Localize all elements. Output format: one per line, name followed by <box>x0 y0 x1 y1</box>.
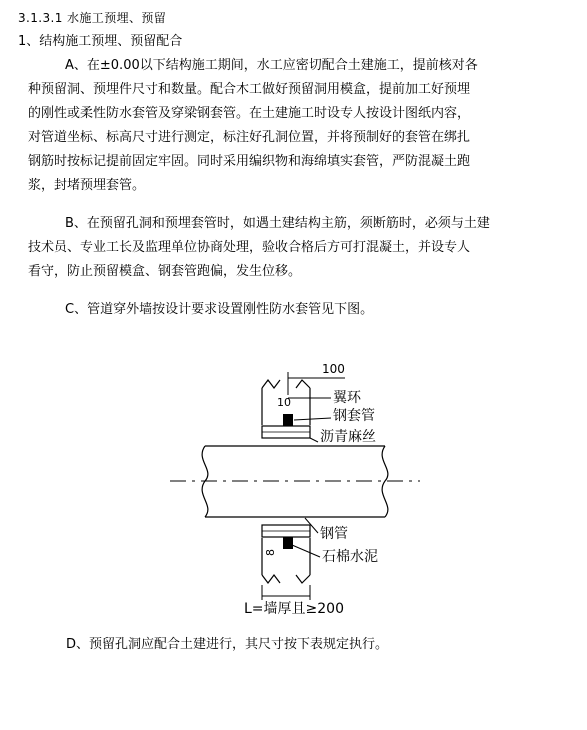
paragraph-d: D、预留孔洞应配合土建进行，其尺寸按下表规定执行。 <box>66 637 389 652</box>
flange-ring-lower <box>283 537 293 549</box>
paragraph-a-line: 的刚性或柔性防水套管及穿梁钢套管。在土建施工时设专人按设计图纸内容， <box>28 106 471 121</box>
paragraph-a-line: A、在±0.00以下结构施工期间，水工应密切配合土建施工，提前核对各 <box>65 58 478 73</box>
label-asbestos-cement: 石棉水泥 <box>322 549 378 565</box>
subsection-heading: 1、结构施工预埋、预留配合 <box>18 34 183 49</box>
label-steel-sleeve: 钢套管 <box>333 408 375 424</box>
dimension-100-label: 100 <box>322 362 345 376</box>
paragraph-a-line: 钢筋时按标记提前固定牢固。同时采用编织物和海绵填实套管，严防混凝土跑 <box>28 154 471 169</box>
dimension-10-label: 10 <box>277 396 291 409</box>
paragraph-b-line: 技术员、专业工长及监理单位协商处理，验收合格后方可打混凝土，并设专人 <box>28 240 471 255</box>
paragraph-c: C、管道穿外墙按设计要求设置刚性防水套管见下图。 <box>65 302 374 317</box>
paragraph-a-line: 种预留洞、预埋件尺寸和数量。配合木工做好预留洞用模盒，提前加工好预埋 <box>28 82 471 97</box>
paragraph-a-line: 浆，封堵预埋套管。 <box>28 178 146 193</box>
steel-pipe <box>202 446 388 517</box>
paragraph-b-line: B、在预留孔洞和预埋套管时，如遇土建结构主筋，须断筋时，必须与土建 <box>65 216 490 231</box>
paragraph-a-line: 对管道坐标、标高尺寸进行测定，标注好孔洞位置，并将预制好的套管在绑扎 <box>28 130 471 145</box>
flange-ring-upper <box>283 414 293 426</box>
dimension-8-label: 8 <box>264 549 277 556</box>
dimension-length <box>262 585 310 600</box>
label-asphalt-hemp: 沥青麻丝 <box>320 429 376 445</box>
label-length: L=墙厚且≥200 <box>244 601 344 617</box>
label-steel-pipe: 钢管 <box>320 526 348 542</box>
section-heading: 3.1.3.1 水施工预埋、预留 <box>18 11 167 25</box>
paragraph-b-line: 看守，防止预留模盒、钢套管跑偏，发生位移。 <box>28 264 302 279</box>
label-flange: 翼环 <box>333 390 361 406</box>
